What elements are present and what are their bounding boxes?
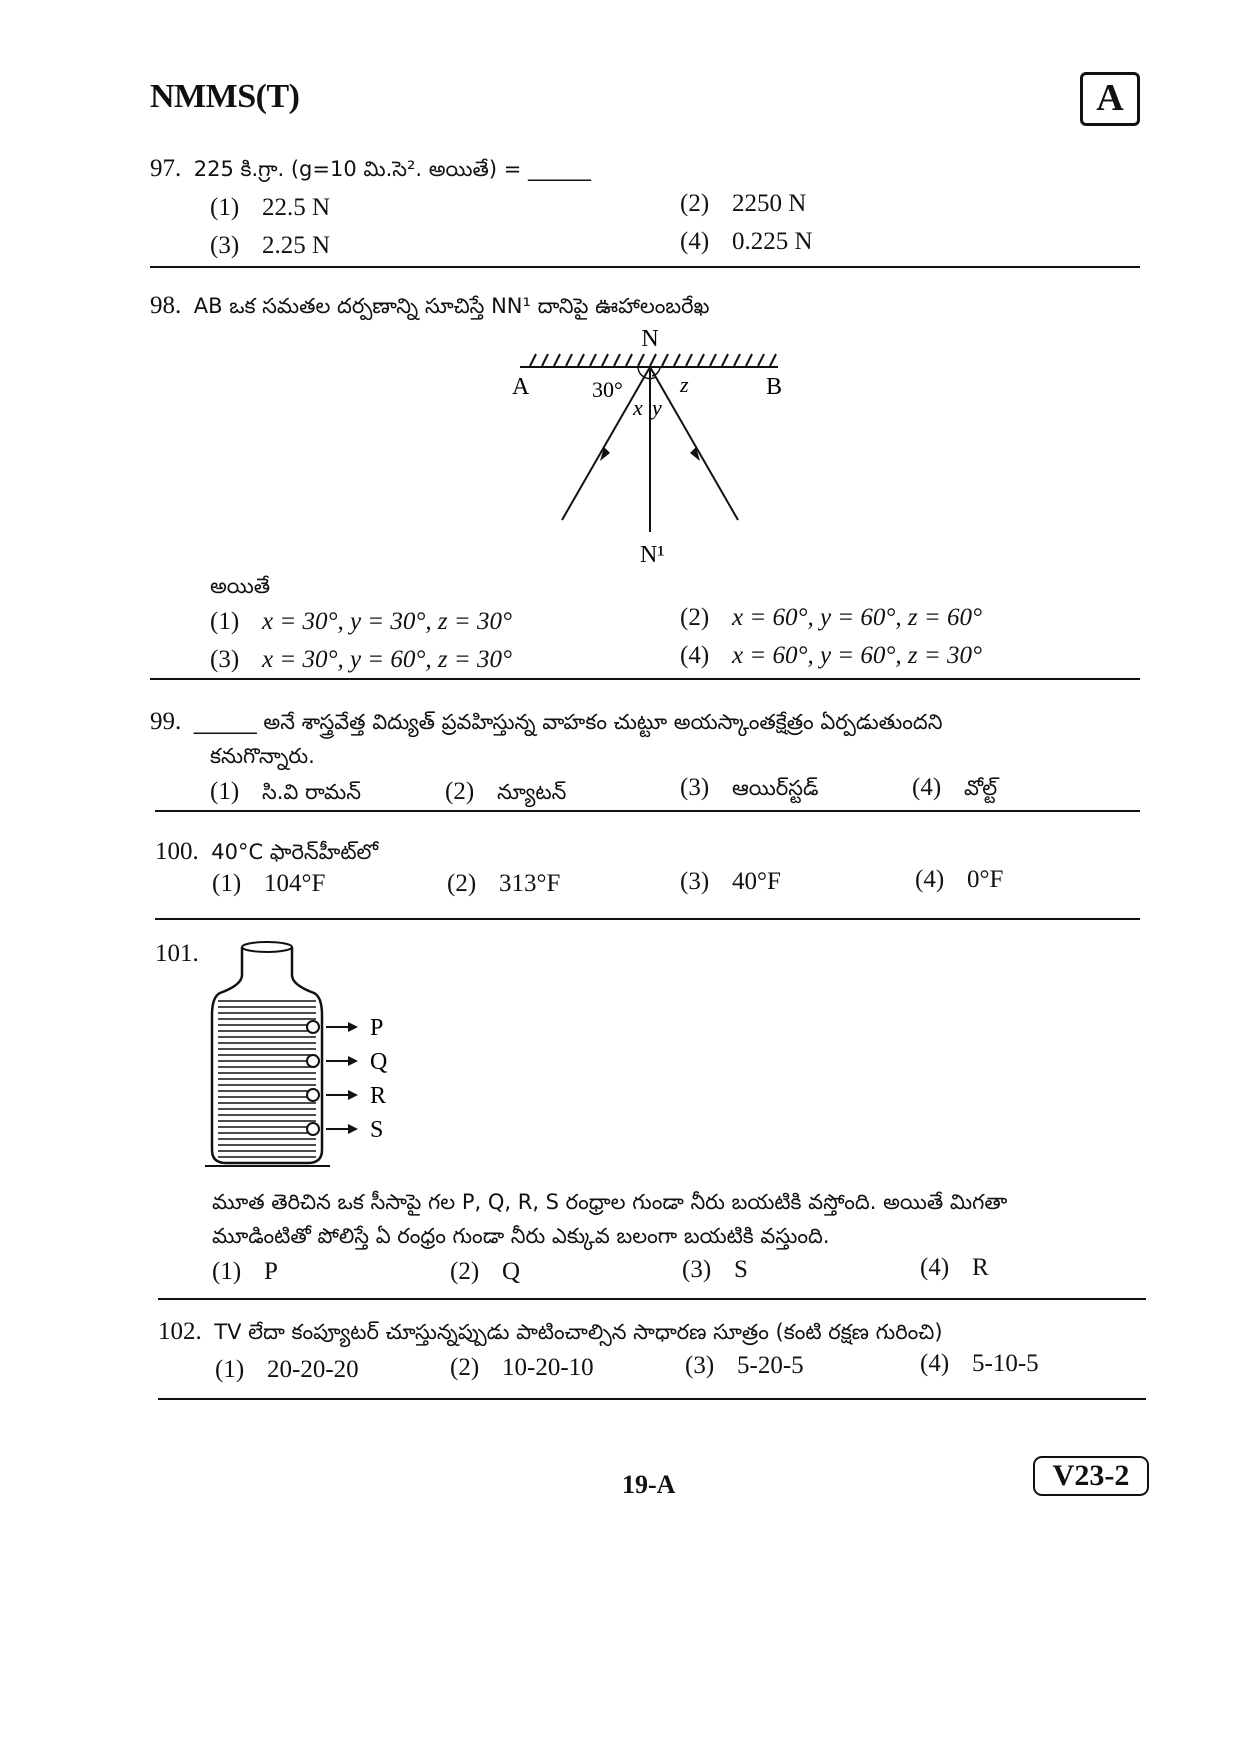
option-101-4[interactable]: (4) R bbox=[920, 1254, 989, 1281]
question-97 bbox=[150, 155, 591, 187]
option-98-2[interactable]: (2) x = 60°, y = 60°, z = 60° bbox=[680, 604, 983, 631]
question-99 bbox=[150, 708, 942, 740]
question-98-prompt: అయితే bbox=[210, 574, 271, 598]
option-100-2[interactable]: (2) 313°F bbox=[447, 870, 561, 897]
divider bbox=[155, 810, 1140, 812]
water-lines bbox=[218, 1001, 316, 1157]
option-97-2[interactable]: (2) 2250 N bbox=[680, 190, 807, 217]
incident-arrow-icon bbox=[600, 447, 610, 461]
label-s: S bbox=[370, 1117, 384, 1143]
reflected-ray bbox=[650, 367, 738, 520]
option-102-4[interactable]: (4) 5-10-5 bbox=[920, 1350, 1039, 1377]
arrow-icon bbox=[348, 1022, 358, 1032]
label-r: R bbox=[370, 1083, 387, 1109]
divider bbox=[158, 1398, 1146, 1400]
option-100-4[interactable]: (4) 0°F bbox=[915, 866, 1004, 893]
set-label-box: A bbox=[1080, 72, 1140, 126]
label-angle: 30° bbox=[592, 377, 623, 402]
option-97-4[interactable]: (4) 0.225 N bbox=[680, 228, 813, 255]
bottle-diagram bbox=[200, 935, 410, 1175]
hole-p bbox=[307, 1015, 383, 1041]
question-number: 102. bbox=[158, 1318, 202, 1345]
question-99-cont: కనుగొన్నారు. bbox=[210, 744, 315, 768]
label-n: N bbox=[641, 326, 659, 352]
question-98 bbox=[150, 292, 709, 324]
reflected-arrow-icon bbox=[690, 447, 700, 461]
label-a: A bbox=[512, 374, 530, 400]
option-99-4[interactable]: (4) వోల్ట్ bbox=[912, 774, 998, 801]
arrow-icon bbox=[348, 1090, 358, 1100]
question-101-cont: మూడింటితో పోలిస్తే ఏ రంధ్రం గుండా నీరు ఎక్కువ బలంగా బయటికి వస్తుంది. bbox=[212, 1224, 830, 1248]
question-number: 98. bbox=[150, 292, 182, 319]
bottle-mouth bbox=[242, 942, 292, 952]
page-number: 19-A bbox=[622, 1470, 676, 1499]
option-99-3[interactable]: (3) ఆయిర్‌స్టడ్ bbox=[680, 774, 819, 801]
option-102-3[interactable]: (3) 5-20-5 bbox=[685, 1352, 804, 1379]
question-101-text: మూత తెరిచిన ఒక సీసాపై గల P, Q, R, S రంధ్రాల గుండా నీరు బయటికి వస్తోంది. అయితే మిగతా bbox=[212, 1190, 1008, 1214]
question-100 bbox=[155, 838, 378, 870]
divider bbox=[150, 266, 1140, 268]
label-b: B bbox=[766, 374, 783, 400]
question-number: 100. bbox=[155, 838, 199, 865]
hole-q bbox=[307, 1049, 387, 1075]
question-number: 99. bbox=[150, 708, 182, 735]
hole-r bbox=[307, 1083, 386, 1109]
option-98-3[interactable]: (3) x = 30°, y = 60°, z = 30° bbox=[210, 646, 513, 673]
divider bbox=[155, 918, 1140, 920]
question-text: ______ అనే శాస్త్రవేత్త విద్యుత్ ప్రవహిస్తున్న వాహకం చుట్టూ అయస్కాంతక్షేత్రం ఏర్పడుతుందని bbox=[193, 710, 943, 734]
option-100-3[interactable]: (3) 40°F bbox=[680, 868, 781, 895]
question-text: 40°C ఫారెన్‌హీట్‌లో bbox=[211, 840, 379, 864]
option-99-2[interactable]: (2) న్యూటన్ bbox=[445, 778, 567, 805]
question-102 bbox=[158, 1318, 943, 1350]
option-102-1[interactable]: (1) 20-20-20 bbox=[215, 1356, 359, 1383]
question-text: 225 కి.గ్రా. (g=10 మి.సె². అయితే) = ______ bbox=[193, 157, 592, 181]
option-101-2[interactable]: (2) Q bbox=[450, 1258, 521, 1285]
label-z: z bbox=[680, 372, 689, 397]
arrow-icon bbox=[348, 1124, 358, 1134]
label-q: Q bbox=[370, 1049, 388, 1075]
question-number: 97. bbox=[150, 155, 182, 182]
option-101-3[interactable]: (3) S bbox=[682, 1256, 748, 1283]
option-97-1[interactable]: (1) 22.5 N bbox=[210, 194, 331, 221]
option-101-1[interactable]: (1) P bbox=[212, 1258, 278, 1285]
booklet-code: V23-2 bbox=[1033, 1456, 1149, 1496]
option-100-1[interactable]: (1) 104°F bbox=[212, 870, 326, 897]
divider bbox=[150, 678, 1140, 680]
mirror-hatching bbox=[530, 354, 776, 366]
option-99-1[interactable]: (1) సి.వి రామన్ bbox=[210, 778, 362, 805]
question-101 bbox=[155, 940, 199, 968]
label-n1: N¹ bbox=[640, 542, 665, 568]
page-title: NMMS(T) bbox=[150, 78, 300, 115]
question-text: TV లేదా కంప్యూటర్ చూస్తున్నప్పుడు పాటించాల్సిన సాధారణ సూత్రం (కంటి రక్షణ గురించి) bbox=[214, 1320, 943, 1344]
label-y: y bbox=[652, 395, 662, 420]
option-97-3[interactable]: (3) 2.25 N bbox=[210, 232, 331, 259]
arrow-icon bbox=[348, 1056, 358, 1066]
label-x: x bbox=[633, 395, 643, 420]
divider bbox=[158, 1298, 1146, 1300]
question-number: 101. bbox=[155, 940, 199, 967]
label-p: P bbox=[370, 1015, 384, 1041]
option-98-1[interactable]: (1) x = 30°, y = 30°, z = 30° bbox=[210, 608, 513, 635]
option-98-4[interactable]: (4) x = 60°, y = 60°, z = 30° bbox=[680, 642, 983, 669]
option-102-2[interactable]: (2) 10-20-10 bbox=[450, 1354, 594, 1381]
mirror-reflection-diagram bbox=[500, 322, 800, 572]
hole-s bbox=[307, 1117, 383, 1143]
question-text: AB ఒక సమతల దర్పణాన్ని సూచిస్తే NN¹ దానిపై ఊహాలంబరేఖ bbox=[193, 294, 710, 318]
